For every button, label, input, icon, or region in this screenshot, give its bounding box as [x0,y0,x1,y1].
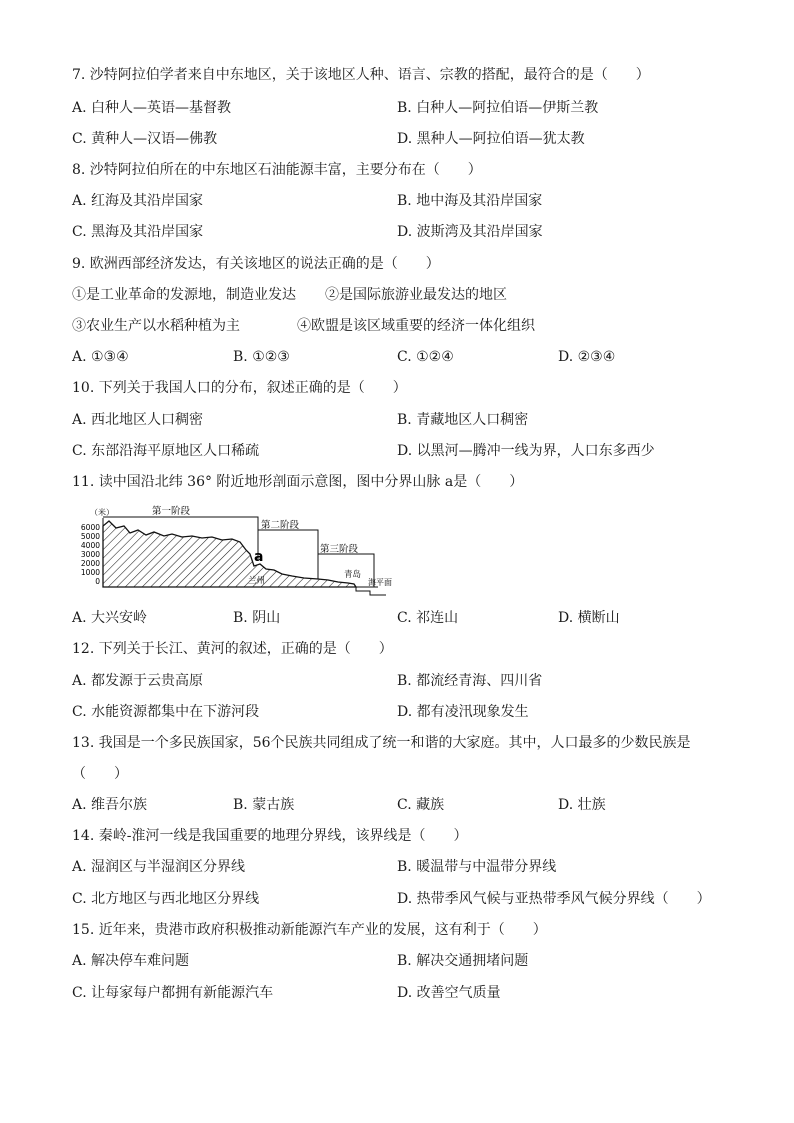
question-12-stem: 12. 下列关于长江、黄河的叙述，正确的是（ ） [72,641,393,657]
question-8-option-a: A. 红海及其沿岸国家 [72,193,204,209]
question-13-answer-blank: （ ） [72,766,128,782]
question-14-option-d: D. 热带季风气候与亚热带季风气候分界线（ ） [397,891,711,907]
question-9-stem: 9. 欧洲西部经济发达，有关该地区的说法正确的是（ ） [72,256,440,272]
question-10-option-b: B. 青藏地区人口稠密 [397,412,529,428]
question-12-option-a: A. 都发源于云贵高原 [72,673,204,689]
question-8-option-d: D. 波斯湾及其沿岸国家 [397,224,543,240]
question-9-option-d: D. ②③④ [558,349,616,365]
mountain-a-label: a [254,549,264,565]
question-9-statement-1: ①是工业革命的发源地，制造业发达 [72,287,296,303]
question-9-option-a: A. ①③④ [72,349,129,365]
terrain-profile-diagram [72,504,402,600]
question-14-stem: 14. 秦岭-淮河一线是我国重要的地理分界线，该界线是（ ） [72,828,468,844]
question-7-option-d: D. 黑种人—阿拉伯语—犹太教 [397,131,585,147]
question-9-option-b: B. ①②③ [233,349,290,365]
question-11-option-b: B. 阴山 [233,610,281,626]
question-13-option-d: D. 壮族 [558,797,606,813]
stage-1-label: 第一阶段 [152,506,191,517]
question-8-option-b: B. 地中海及其沿岸国家 [397,193,543,209]
y-tick-6000: 6000 [80,523,100,532]
question-11-option-c: C. 祁连山 [397,610,459,626]
question-7-option-b: B. 白种人—阿拉伯语—伊斯兰教 [397,100,599,116]
y-tick-5000: 5000 [80,532,100,541]
question-10-option-a: A. 西北地区人口稠密 [72,412,204,428]
question-13-option-b: B. 蒙古族 [233,797,295,813]
question-12-option-c: C. 水能资源都集中在下游河段 [72,704,260,720]
question-12-option-d: D. 都有凌汛现象发生 [397,704,529,720]
qingdao-label: 青岛 [344,570,362,580]
question-8-option-c: C. 黑海及其沿岸国家 [72,224,204,240]
sea-level-label: 海平面 [368,578,392,587]
sea-floor-step [356,587,386,595]
stage-3-label: 第三阶段 [320,544,359,555]
question-9-statement-3: ③农业生产以水稻种植为主 [72,318,240,334]
question-10-option-d: D. 以黑河—腾冲一线为界，人口东多西少 [397,443,655,459]
question-9-option-c: C. ①②④ [397,349,454,365]
y-tick-2000: 2000 [80,559,100,568]
question-14-option-c: C. 北方地区与西北地区分界线 [72,891,260,907]
y-tick-0: 0 [95,577,100,586]
stage-2-label: 第二阶段 [261,520,300,531]
question-7-option-a: A. 白种人—英语—基督教 [72,100,232,116]
question-14-option-b: B. 暖温带与中温带分界线 [397,859,557,875]
unit-label: （米） [90,508,114,517]
question-13-stem: 13. 我国是一个多民族国家，56个民族共同组成了统一和谐的大家庭。其中，人口最多的少数民族是 [72,735,691,751]
question-15-option-b: B. 解决交通拥堵问题 [397,953,529,969]
question-12-option-b: B. 都流经青海、四川省 [397,673,543,689]
question-7-stem: 7. 沙特阿拉伯学者来自中东地区，关于该地区人种、语言、宗教的搭配，最符合的是（ ） [72,67,650,83]
question-10-stem: 10. 下列关于我国人口的分布，叙述正确的是（ ） [72,380,407,396]
question-15-option-a: A. 解决停车难问题 [72,953,190,969]
y-tick-3000: 3000 [80,550,100,559]
question-15-stem: 15. 近年来，贵港市政府积极推动新能源汽车产业的发展，这有利于（ ） [72,922,547,938]
y-tick-1000: 1000 [80,568,100,577]
question-13-option-c: C. 藏族 [397,797,445,813]
question-9-statement-2: ②是国际旅游业最发达的地区 [325,287,507,303]
question-11-option-a: A. 大兴安岭 [72,610,148,626]
question-9-statement-4: ④欧盟是该区域重要的经济一体化组织 [297,318,535,334]
question-15-option-c: C. 让每家每户都拥有新能源汽车 [72,985,274,1001]
question-15-option-d: D. 改善空气质量 [397,985,501,1001]
question-7-option-c: C. 黄种人—汉语—佛教 [72,131,218,147]
question-8-stem: 8. 沙特阿拉伯所在的中东地区石油能源丰富，主要分布在（ ） [72,162,482,178]
question-10-option-c: C. 东部沿海平原地区人口稀疏 [72,443,260,459]
y-axis-labels [81,523,100,586]
question-11-option-d: D. 横断山 [558,610,620,626]
question-14-option-a: A. 湿润区与半湿润区分界线 [72,859,246,875]
question-11-stem: 11. 读中国沿北纬 36° 附近地形剖面示意图，图中分界山脉 a是（ ） [72,474,524,490]
y-tick-4000: 4000 [80,541,100,550]
lanzhou-label: 兰州 [248,576,266,586]
question-13-option-a: A. 维吾尔族 [72,797,148,813]
